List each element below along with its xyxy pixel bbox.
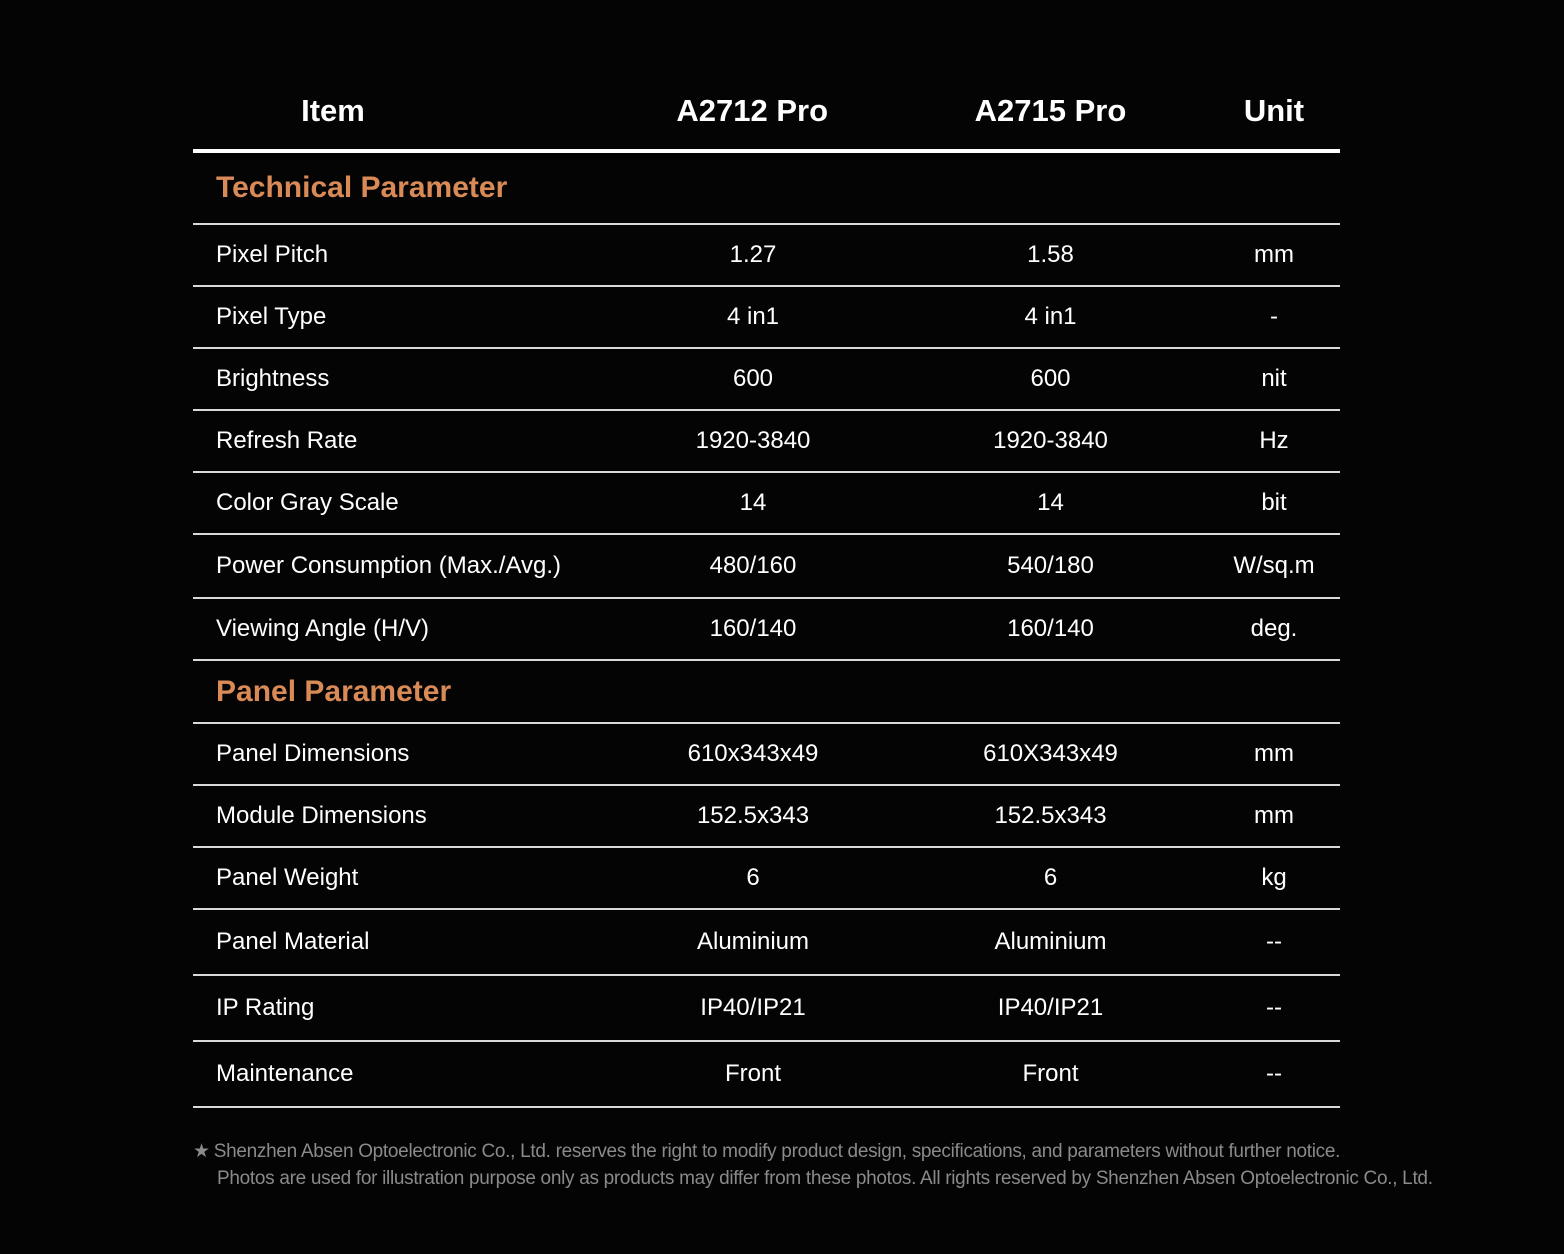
row-item: Module Dimensions <box>216 802 427 829</box>
row-value-b: 14 <box>1037 489 1064 516</box>
header-model-a: A2712 Pro <box>676 92 828 128</box>
row-value-b: 1.58 <box>1027 241 1074 268</box>
row-value-a: 1.27 <box>729 241 777 268</box>
table-row <box>193 287 1340 349</box>
row-value-a: 600 <box>732 365 774 392</box>
row-value-b: Aluminium <box>994 928 1107 955</box>
row-value-b: IP40/IP21 <box>997 994 1104 1021</box>
row-value-b: 160/140 <box>1007 615 1094 642</box>
row-unit: -- <box>1266 994 1282 1021</box>
row-value-a: Front <box>724 1060 781 1087</box>
footnote-text-1: Shenzhen Absen Optoelectronic Co., Ltd. reserves the right to modify product design, specifications, and parameters without further notice. <box>213 1141 1341 1162</box>
row-unit: nit <box>1261 365 1287 392</box>
footnote-line-2: Photos are used for illustration purpose only as products may differ from these photos. All rights reserved by Shenzhen Absen Optoelectronic Co., Ltd. <box>217 1168 1433 1189</box>
section-title: Panel Parameter <box>216 674 452 708</box>
row-value-b: 4 in1 <box>1024 303 1077 330</box>
header-unit: Unit <box>1243 92 1305 128</box>
table-row <box>193 1042 1340 1108</box>
row-item: Viewing Angle (H/V) <box>216 615 429 642</box>
row-value-a: IP40/IP21 <box>700 994 806 1021</box>
row-unit: - <box>1270 303 1278 330</box>
row-unit: W/sq.m <box>1233 552 1315 579</box>
row-value-b: 1920-3840 <box>993 427 1108 454</box>
row-value-b: 6 <box>1043 864 1058 891</box>
row-unit: mm <box>1254 740 1294 767</box>
footnote-line-1 <box>193 1138 1433 1165</box>
table-row <box>193 411 1340 473</box>
row-value-a: 14 <box>739 489 767 516</box>
row-unit: -- <box>1266 1060 1282 1087</box>
row-item: Panel Material <box>216 928 370 955</box>
spec-table <box>193 72 1340 1108</box>
row-value-a: 1920-3840 <box>695 427 811 454</box>
row-item: Color Gray Scale <box>216 489 399 516</box>
table-row <box>193 786 1340 848</box>
row-item: Brightness <box>216 365 330 392</box>
row-value-b: 152.5x343 <box>994 802 1107 829</box>
row-item: Maintenance <box>216 1060 354 1087</box>
row-value-a: 480/160 <box>709 552 797 579</box>
row-unit: mm <box>1254 802 1294 829</box>
row-value-a: 160/140 <box>709 615 797 642</box>
table-row <box>193 349 1340 411</box>
row-value-b: 540/180 <box>1007 552 1094 579</box>
footnote <box>193 1138 1433 1192</box>
row-item: Panel Dimensions <box>216 740 410 767</box>
row-value-b: 610X343x49 <box>983 740 1118 767</box>
row-item: Pixel Type <box>216 303 327 330</box>
row-unit: mm <box>1254 241 1294 268</box>
row-item: Refresh Rate <box>216 427 358 454</box>
table-row <box>193 976 1340 1042</box>
table-row <box>193 225 1340 287</box>
table-row <box>193 599 1340 661</box>
table-header <box>193 72 1340 153</box>
row-item: IP Rating <box>216 994 315 1021</box>
table-row <box>193 910 1340 976</box>
row-unit: kg <box>1261 864 1287 891</box>
header-item: Item <box>301 92 365 128</box>
row-value-b: Front <box>1022 1060 1079 1087</box>
table-row <box>193 535 1340 599</box>
row-unit: deg. <box>1250 615 1298 642</box>
row-item: Pixel Pitch <box>216 241 329 268</box>
header-model-b: A2715 Pro <box>974 92 1127 128</box>
row-unit: bit <box>1261 489 1287 516</box>
table-row <box>193 724 1340 786</box>
section-title-panel <box>193 661 1340 724</box>
table-row <box>193 473 1340 535</box>
section-title: Technical Parameter <box>216 171 508 204</box>
row-item: Power Consumption (Max./Avg.) <box>216 552 562 579</box>
row-unit: -- <box>1266 928 1282 955</box>
row-unit: Hz <box>1259 427 1289 454</box>
row-value-a: 6 <box>746 864 760 891</box>
row-value-b: 600 <box>1030 365 1071 392</box>
row-item: Panel Weight <box>216 864 359 891</box>
row-value-a: 152.5x343 <box>696 802 810 829</box>
section-title-technical <box>193 153 1340 225</box>
row-value-a: 610x343x49 <box>687 740 819 767</box>
row-value-a: 4 in1 <box>726 303 780 330</box>
row-value-a: Aluminium <box>696 928 810 955</box>
star-icon: ★ <box>193 1141 210 1162</box>
table-row <box>193 848 1340 910</box>
